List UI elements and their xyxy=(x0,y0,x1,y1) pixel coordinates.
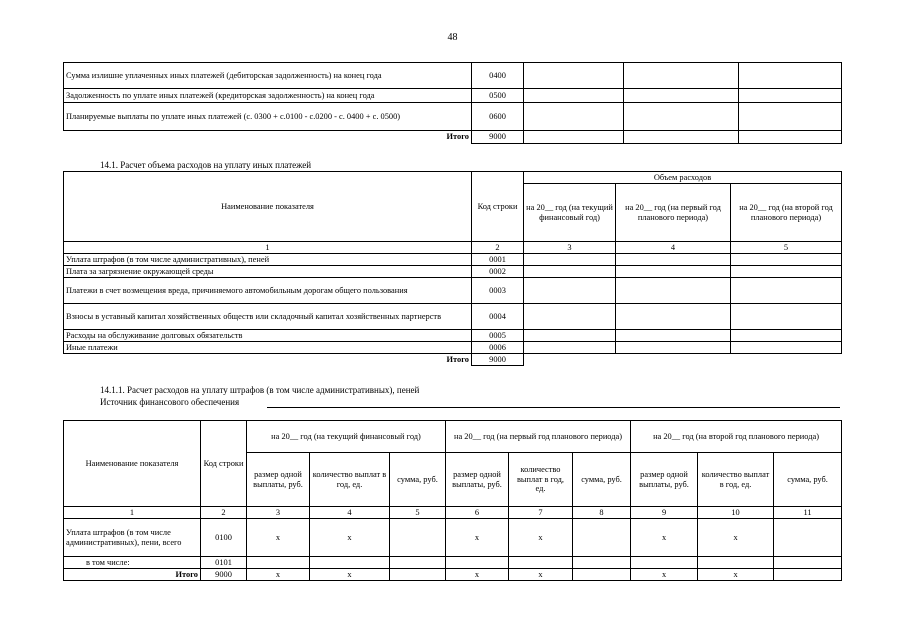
value-cell[interactable] xyxy=(631,557,698,569)
value-cell[interactable]: x xyxy=(247,569,310,581)
row-code: 0101 xyxy=(201,557,247,569)
col-number: 1 xyxy=(64,242,472,254)
value-cell[interactable] xyxy=(390,557,446,569)
col-number: 3 xyxy=(524,242,616,254)
value-cell[interactable]: x xyxy=(446,569,509,581)
sub-size-header: размер одной выплаты, руб. xyxy=(631,453,698,507)
col-number: 4 xyxy=(310,507,390,519)
value-cell[interactable] xyxy=(774,569,842,581)
value-cell[interactable] xyxy=(624,63,739,89)
row-name: Иные платежи xyxy=(64,342,472,354)
value-cell[interactable] xyxy=(524,131,624,144)
continuation-table xyxy=(63,62,842,144)
group-year1-header: на 20__ год (на текущий финансовый год) xyxy=(247,421,446,453)
value-cell[interactable]: x xyxy=(247,519,310,557)
value-cell[interactable] xyxy=(524,304,616,330)
col-number: 9 xyxy=(631,507,698,519)
value-cell[interactable] xyxy=(247,557,310,569)
value-cell[interactable]: x xyxy=(310,569,390,581)
value-cell[interactable] xyxy=(390,569,446,581)
value-cell[interactable] xyxy=(524,266,616,278)
sub-sum-header: сумма, руб. xyxy=(774,453,842,507)
row-name: Плата за загрязнение окружающей среды xyxy=(64,266,472,278)
row-code: 0100 xyxy=(201,519,247,557)
sub-count-header: количество выплат в год, ед. xyxy=(698,453,774,507)
value-cell[interactable] xyxy=(616,304,731,330)
col-number: 2 xyxy=(201,507,247,519)
section-141-heading: 14.1. Расчет объема расходов на уплату иных платежей xyxy=(100,160,312,170)
value-cell[interactable] xyxy=(739,63,842,89)
col-code-header: Код строки xyxy=(201,421,247,507)
sub-count-header: количество выплат в год, ед. xyxy=(509,453,573,507)
value-cell[interactable] xyxy=(616,330,731,342)
group-header: Объем расходов xyxy=(524,172,842,184)
value-cell[interactable] xyxy=(310,557,390,569)
value-cell[interactable] xyxy=(616,278,731,304)
row-code: 0005 xyxy=(472,330,524,342)
total-label: Итого xyxy=(64,569,201,581)
row-code: 0001 xyxy=(472,254,524,266)
col-year3-header: на 20__ год (на второй год планового периода) xyxy=(731,184,842,242)
value-cell[interactable]: x xyxy=(631,569,698,581)
value-cell[interactable] xyxy=(624,103,739,131)
value-cell[interactable]: x xyxy=(698,569,774,581)
value-cell[interactable]: x xyxy=(509,519,573,557)
value-cell[interactable] xyxy=(524,63,624,89)
col-number: 11 xyxy=(774,507,842,519)
value-cell[interactable] xyxy=(731,304,842,330)
row-code: 0400 xyxy=(472,63,524,89)
sub-size-header: размер одной выплаты, руб. xyxy=(446,453,509,507)
value-cell[interactable] xyxy=(624,131,739,144)
value-cell[interactable] xyxy=(698,557,774,569)
col-number: 8 xyxy=(573,507,631,519)
col-number: 10 xyxy=(698,507,774,519)
value-cell[interactable] xyxy=(524,103,624,131)
value-cell[interactable] xyxy=(731,342,842,354)
page-number: 48 xyxy=(447,32,458,43)
value-cell[interactable] xyxy=(616,254,731,266)
empty-cell xyxy=(524,354,616,366)
section-1411-heading: 14.1.1. Расчет расходов на уплату штрафов (в том числе административных), пеней xyxy=(100,385,420,395)
col-year2-header: на 20__ год (на первый год планового периода) xyxy=(616,184,731,242)
row-name: Взносы в уставный капитал хозяйственных обществ или складочный капитал хозяйственных партнерств xyxy=(64,304,472,330)
col-number: 1 xyxy=(64,507,201,519)
group-year3-header: на 20__ год (на второй год планового периода) xyxy=(631,421,842,453)
row-code: 0002 xyxy=(472,266,524,278)
col-number: 5 xyxy=(390,507,446,519)
value-cell[interactable]: x xyxy=(310,519,390,557)
sub-size-header: размер одной выплаты, руб. xyxy=(247,453,310,507)
value-cell[interactable]: x xyxy=(509,569,573,581)
row-code: 0006 xyxy=(472,342,524,354)
value-cell[interactable] xyxy=(774,557,842,569)
row-code: 0500 xyxy=(472,89,524,103)
row-name: Задолженность по уплате иных платежей (кредиторская задолженность) на конец года xyxy=(64,89,472,103)
value-cell[interactable] xyxy=(624,89,739,103)
row-name: Расходы на обслуживание долговых обязательств xyxy=(64,330,472,342)
total-label: Итого xyxy=(64,131,472,144)
row-code: 0003 xyxy=(472,278,524,304)
value-cell[interactable] xyxy=(731,266,842,278)
source-label: Источник финансового обеспечения xyxy=(100,397,240,407)
value-cell[interactable] xyxy=(390,519,446,557)
value-cell[interactable] xyxy=(739,89,842,103)
value-cell[interactable] xyxy=(731,254,842,266)
section-141-table xyxy=(63,171,842,366)
col-number: 5 xyxy=(731,242,842,254)
value-cell[interactable] xyxy=(731,278,842,304)
value-cell[interactable] xyxy=(509,557,573,569)
value-cell[interactable] xyxy=(573,569,631,581)
value-cell[interactable]: x xyxy=(631,519,698,557)
row-name: Планируемые выплаты по уплате иных платежей (с. 0300 + с.0100 - с.0200 - с. 0400 + с. 0500) xyxy=(64,103,472,131)
value-cell[interactable] xyxy=(524,254,616,266)
value-cell[interactable] xyxy=(524,342,616,354)
row-name: Уплата штрафов (в том числе административных), пени, всего xyxy=(64,519,201,557)
value-cell[interactable] xyxy=(774,519,842,557)
value-cell[interactable]: x xyxy=(446,519,509,557)
col-number: 2 xyxy=(472,242,524,254)
total-code: 9000 xyxy=(472,131,524,144)
sub-count-header: количество выплат в год, ед. xyxy=(310,453,390,507)
col-code-header: Код строки xyxy=(472,172,524,242)
value-cell[interactable] xyxy=(616,266,731,278)
col-number: 7 xyxy=(509,507,573,519)
sub-sum-header: сумма, руб. xyxy=(390,453,446,507)
row-name: Уплата штрафов (в том числе административных), пеней xyxy=(64,254,472,266)
source-input-line[interactable] xyxy=(267,406,840,408)
value-cell[interactable] xyxy=(616,342,731,354)
col-name-header: Наименование показателя xyxy=(64,421,201,507)
section-1411-table xyxy=(63,420,842,581)
value-cell[interactable] xyxy=(446,557,509,569)
group-year2-header: на 20__ год (на первый год планового периода) xyxy=(446,421,631,453)
col-number: 4 xyxy=(616,242,731,254)
empty-cell xyxy=(616,354,731,366)
col-number: 3 xyxy=(247,507,310,519)
row-name: Платежи в счет возмещения вреда, причиняемого автомобильным дорогам общего пользования xyxy=(64,278,472,304)
row-code: 0004 xyxy=(472,304,524,330)
col-name-header: Наименование показателя xyxy=(64,172,472,242)
value-cell[interactable] xyxy=(573,519,631,557)
total-label: Итого xyxy=(64,354,472,366)
sub-sum-header: сумма, руб. xyxy=(573,453,631,507)
value-cell[interactable] xyxy=(524,330,616,342)
value-cell[interactable]: x xyxy=(698,519,774,557)
total-code: 9000 xyxy=(472,354,524,366)
value-cell[interactable] xyxy=(739,103,842,131)
value-cell[interactable] xyxy=(739,131,842,144)
col-year1-header: на 20__ год (на текущий финансовый год) xyxy=(524,184,616,242)
empty-cell xyxy=(731,354,842,366)
total-code: 9000 xyxy=(201,569,247,581)
value-cell[interactable] xyxy=(524,278,616,304)
row-name: в том числе: xyxy=(64,557,201,569)
row-code: 0600 xyxy=(472,103,524,131)
value-cell[interactable] xyxy=(731,330,842,342)
row-name: Сумма излишне уплаченных иных платежей (дебиторская задолженность) на конец года xyxy=(64,63,472,89)
col-number: 6 xyxy=(446,507,509,519)
value-cell[interactable] xyxy=(573,557,631,569)
value-cell[interactable] xyxy=(524,89,624,103)
